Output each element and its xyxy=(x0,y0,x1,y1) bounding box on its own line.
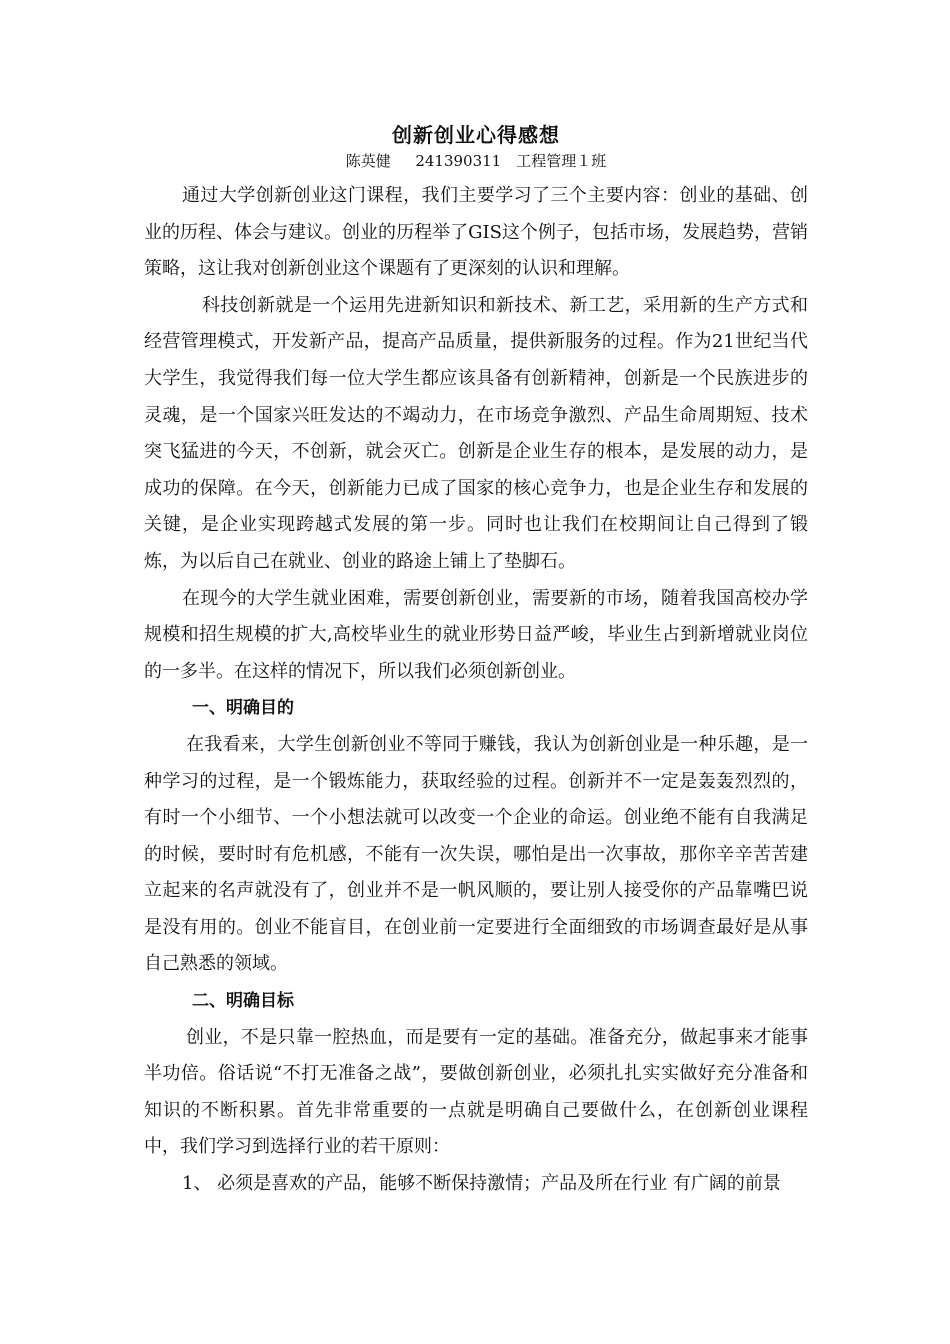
document-body xyxy=(144,120,808,1203)
document-title: 创新创业心得感想 xyxy=(392,123,560,147)
paragraph-employment: 在现今的大学生就业困难，需要创新创业，需要新的市场，随着我国高校办学规模和招生规模的扩大,高校毕业生的就业形势日益严峻，毕业生占到新增就业岗位的一多半。在这样的情况下，所以我们必须创新创业。 xyxy=(144,587,808,682)
section-heading-purpose: 一、明确目的 xyxy=(192,698,294,719)
paragraph-intro: 通过大学创新创业这门课程，我们主要学习了三个主要内容：创业的基础、创业的历程、体会与建议。创业的历程举了GIS这个例子，包括市场，发展趋势，营销策略，这让我对创新创业这个课题有了更深刻的认识和理解。 xyxy=(144,185,808,280)
paragraph-purpose: 在我看来，大学生创新创业不等同于赚钱，我认为创新创业是一种乐趣，是一种学习的过程，是一个锻炼能力，获取经验的过程。创新并不一定是轰轰烈烈的，有时一个小细节、一个小想法就可以改变一个企业的命运。创业绝不能有自我满足的时候，要时时有危机感，不能有一次失误，哪怕是出一次事故，那你辛辛苦苦建立起来的名声就没有了，创业并不是一帆风顺的，要让别人接受你的产品靠嘴巴说是没有用的。创业不能盲目，在创业前一定要进行全面细致的市场调查最好是从事自己熟悉的领域。 xyxy=(144,733,808,975)
list-item: 1、 必须是喜欢的产品，能够不断保持激情；产品及所在行业 有广阔的前景 xyxy=(182,1173,781,1195)
paragraph-goal: 创业，不是只靠一腔热血，而是要有一定的基础。准备充分，做起事来才能事半功倍。俗话说“不打无准备之战”，要做创新创业，必须扎扎实实做好充分准备和知识的不断积累。首先非常重要的一点就是明确自己要做什么，在创新创业课程中，我们学习到选择行业的若干原则： xyxy=(144,1026,808,1158)
paragraph-innovation: 科技创新就是一个运用先进新知识和新技术、新工艺，采用新的生产方式和经营管理模式，开发新产品，提高产品质量，提供新服务的过程。作为21世纪当代大学生，我觉得我们每一位大学生都应该具备有创新精神，创新是一个民族进步的灵魂，是一个国家兴旺发达的不竭动力，在市场竞争激烈、产品生命周期短、技术突飞猛进的今天，不创新，就会灭亡。创新是企业生存的根本，是发展的动力，是成功的保障。在今天，创新能力已成了国家的核心竞争力，也是企业生存和发展的关键，是企业实现跨越式发展的第一步。同时也让我们在校期间让自己得到了锻炼，为以后自己在就业、创业的路途上铺上了垫脚石。 xyxy=(144,294,808,572)
author-byline: 陈英健 241390311 工程管理１班 xyxy=(345,152,607,170)
section-heading-goal: 二、明确目标 xyxy=(192,991,294,1012)
